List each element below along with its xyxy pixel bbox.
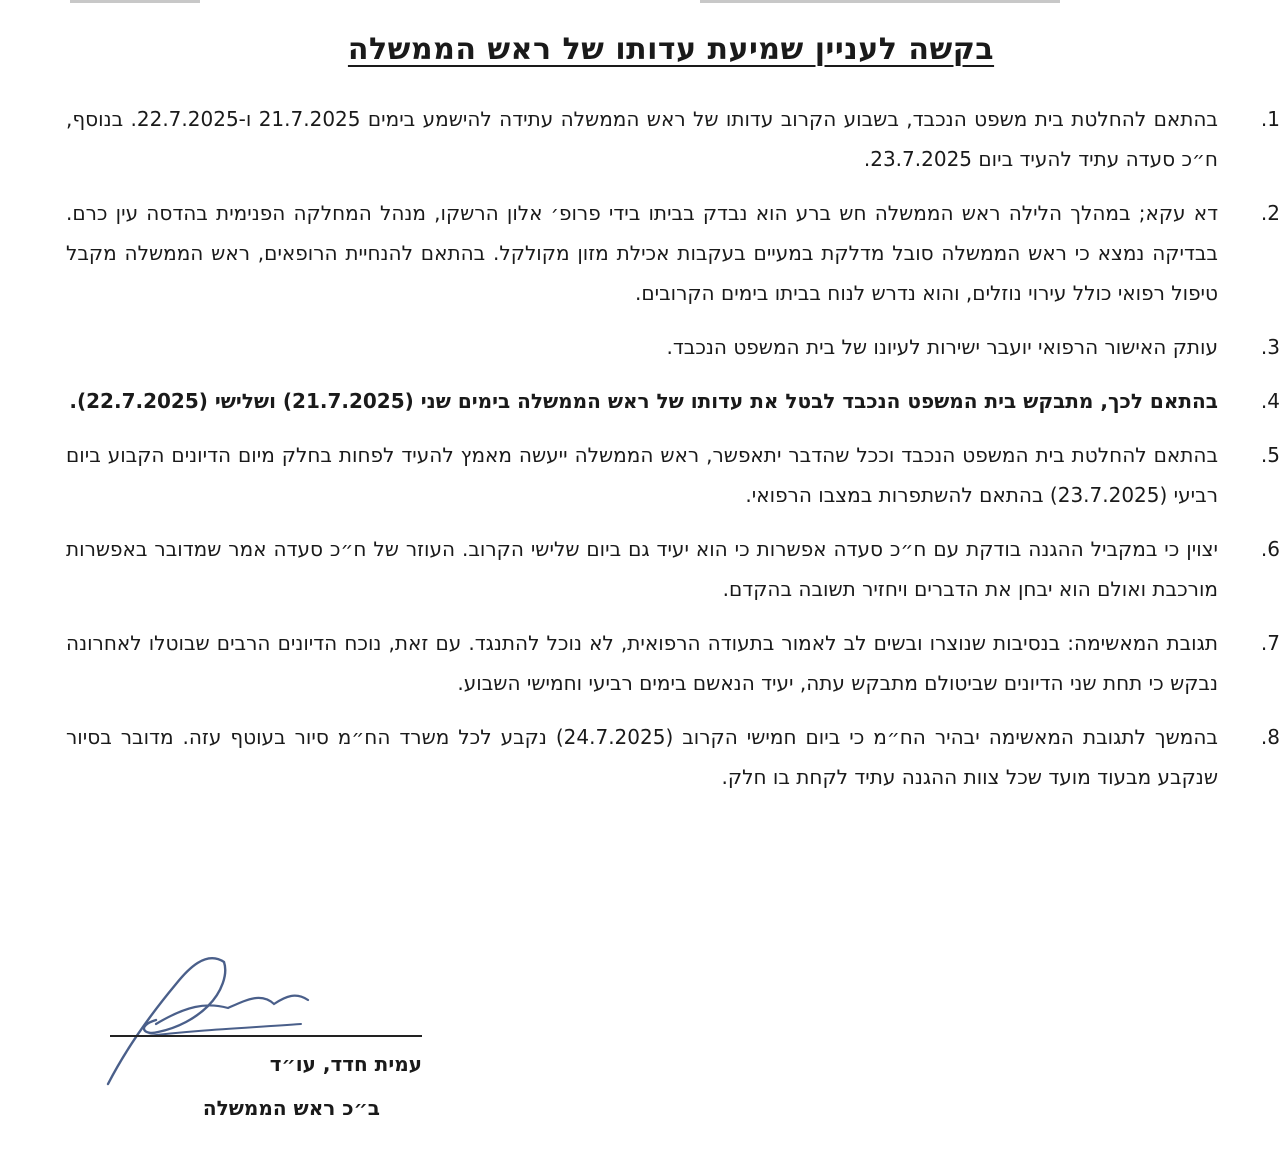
paragraph-text: בהתאם להחלטת בית המשפט הנכבד וככל שהדבר יתאפשר, ראש הממשלה ייעשה מאמץ להעיד לפחות בחלק מיום הדיונים הקבוע ביום רביעי (23.7.2025) בהתאם להשתפרות במצבו הרפואי. [66, 443, 1218, 507]
paragraph-number: 8. [1260, 725, 1280, 749]
paragraph-text: עותק האישור הרפואי יועבר ישירות לעיונו של בית המשפט הנכבד. [666, 335, 1218, 359]
paragraph-text: יצוין כי במקביל ההגנה בודקת עם ח״כ סעדה אפשרות כי הוא יעיד גם ביום שלישי הקרוב. העוזר של ח״כ סעדה אמר שמדובר באפשרות מורכבת ואולם הוא יבחן את הדברים ויחזיר תשובה בהקדם. [66, 537, 1218, 601]
paragraph-3 [66, 327, 1280, 367]
paragraph-number: 7. [1260, 631, 1280, 655]
paragraph-number: 6. [1260, 537, 1280, 561]
paragraph-number: 1. [1260, 107, 1280, 131]
document-title: בקשה לעניין שמיעת עדותו של ראש הממשלה [347, 32, 995, 67]
paragraph-text: תגובת המאשימה: בנסיבות שנוצרו ובשים לב לאמור בתעודה הרפואית, לא נוכל להתנגד. עם זאת, נוכח הדיונים הרבים שבוטלו לאחרונה נבקש כי תחת שני הדיונים שביטולם מתבקש עתה, יעיד הנאשם בימים רביעי וחמישי השבוע. [66, 631, 1218, 695]
numbered-paragraphs [66, 99, 1280, 811]
paragraph-number: 2. [1260, 201, 1280, 225]
paragraph-text: בהמשך לתגובת המאשימה יבהיר הח״מ כי ביום חמישי הקרוב (24.7.2025) נקבע לכל משרד הח״מ סיור בעוטף עזה. מדובר בסיור שנקבע מבעוד מועד שכל צוות ההגנה עתיד לקחת בו חלק. [66, 725, 1218, 789]
top-divider-left [70, 0, 200, 3]
paragraph-number: 3. [1260, 335, 1280, 359]
paragraph-text: בהתאם להחלטת בית משפט הנכבד, בשבוע הקרוב עדותו של ראש הממשלה עתידה להישמע בימים 21.7.2025 ו-22.7.2025. בנוסף, ח״כ סעדה עתיד להעיד ביום 23.7.2025. [66, 107, 1218, 171]
paragraph-1 [66, 99, 1280, 179]
paragraph-8 [66, 717, 1280, 797]
paragraph-text: בהתאם לכך, מתבקש בית המשפט הנכבד לבטל את עדותו של ראש הממשלה בימים שני (21.7.2025) ושלישי (22.7.2025). [69, 389, 1218, 413]
paragraph-2 [66, 193, 1280, 313]
paragraph-4 [66, 381, 1280, 421]
signer-name: עמית חדד, עו״ד [269, 1052, 422, 1076]
signature-line [110, 1035, 422, 1037]
signer-role: ב״כ ראש הממשלה [202, 1096, 380, 1120]
paragraph-7 [66, 623, 1280, 703]
paragraph-6 [66, 529, 1280, 609]
signature-block [96, 944, 436, 1144]
paragraph-number: 5. [1260, 443, 1280, 467]
top-divider-right [700, 0, 1060, 3]
paragraph-5 [66, 435, 1280, 515]
paragraph-text: דא עקא; במהלך הלילה ראש הממשלה חש ברע הוא נבדק בביתו בידי פרופ׳ אלון הרשקו, מנהל המחלקה הפנימית בהדסה עין כרם. בבדיקה נמצא כי ראש הממשלה סובל מדלקת במעיים בעקבות אכילת מזון מקולקל. בהתאם להנחיית הרופאים, ראש הממשלה מקבל טיפול רפואי כולל עירוי נוזלים, והוא נדרש לנוח בביתו בימים הקרובים. [66, 201, 1218, 305]
paragraph-number: 4. [1260, 389, 1280, 413]
